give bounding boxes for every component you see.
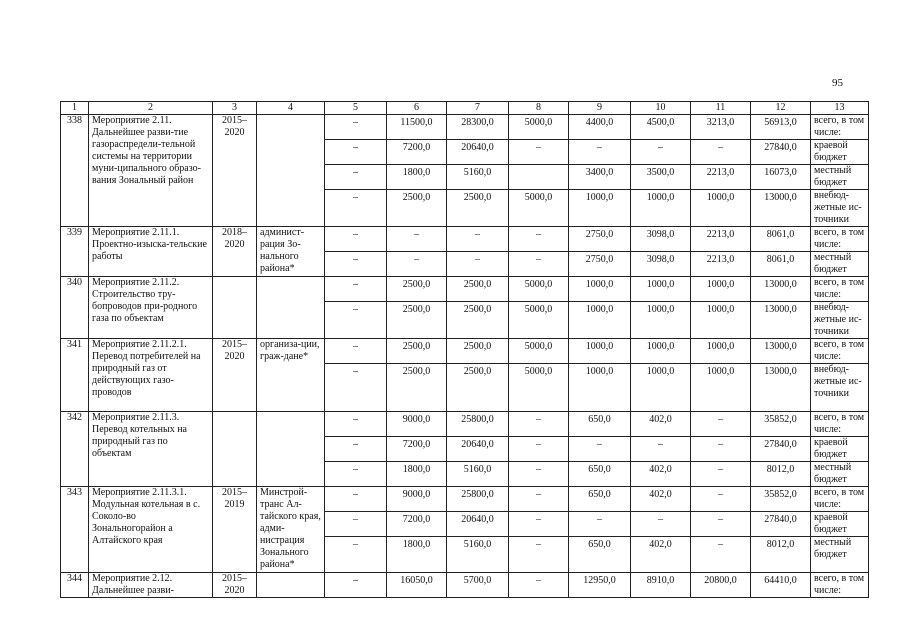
value-cell: 1000,0 [569,364,631,412]
header-cell: 11 [691,102,751,115]
executor: админист-рация Зо-нального района* [257,227,325,277]
period: 2018–2020 [213,227,257,277]
value-cell: – [387,227,447,252]
value-cell: 11500,0 [387,115,447,140]
value-cell: 2500,0 [387,190,447,227]
row-number: 342 [61,412,89,487]
value-cell: 13000,0 [751,364,811,412]
value-cell: – [691,512,751,537]
funding-source: местный бюджет [811,252,869,277]
executor [257,573,325,598]
value-cell: 2500,0 [387,277,447,302]
funding-source: местный бюджет [811,537,869,573]
value-cell: 7200,0 [387,140,447,165]
value-cell: – [691,462,751,487]
value-cell: 5000,0 [509,364,569,412]
value-cell: 5160,0 [447,537,509,573]
header-cell: 10 [631,102,691,115]
value-cell: – [325,227,387,252]
value-cell: – [447,227,509,252]
value-cell: 27840,0 [751,512,811,537]
executor [257,115,325,227]
value-cell: 1000,0 [569,277,631,302]
value-cell: 13000,0 [751,339,811,364]
value-cell: – [509,537,569,573]
executor [257,277,325,339]
measure-description: Мероприятие 2.11. Дальнейшее разви-тие газораспредели-тельной системы на территории муни-ципального образо-вания Зональный район [89,115,213,227]
measure-description: Мероприятие 2.11.3.1. Модульная котельная в с. Соколо-во Зональногорайон а Алтайского края [89,487,213,573]
value-cell: 4500,0 [631,115,691,140]
value-cell: 5000,0 [509,115,569,140]
value-cell: 8910,0 [631,573,691,598]
measure-description: Мероприятие 2.11.2. Строительство тру-бопроводов при-родного газа по объектам [89,277,213,339]
value-cell: 650,0 [569,462,631,487]
value-cell: 2500,0 [387,339,447,364]
page-number: 95 [832,77,843,89]
value-cell: 1000,0 [631,277,691,302]
value-cell: – [325,277,387,302]
funding-source: всего, в том числе: [811,487,869,512]
value-cell: 1000,0 [569,339,631,364]
value-cell: 650,0 [569,487,631,512]
header-cell: 12 [751,102,811,115]
value-cell: – [325,165,387,190]
value-cell: 35852,0 [751,412,811,437]
value-cell: 13000,0 [751,277,811,302]
value-cell: 1000,0 [569,302,631,339]
table-row [61,339,869,364]
value-cell: 2213,0 [691,252,751,277]
value-cell: – [325,364,387,412]
period: 2015–2020 [213,573,257,598]
value-cell: 5000,0 [509,339,569,364]
value-cell: 8012,0 [751,537,811,573]
value-cell: 8061,0 [751,252,811,277]
value-cell: – [325,462,387,487]
value-cell: 2213,0 [691,227,751,252]
value-cell: 4400,0 [569,115,631,140]
period: 2015–2020 [213,115,257,227]
period: 2015–2019 [213,487,257,573]
value-cell: 13000,0 [751,302,811,339]
value-cell: 27840,0 [751,437,811,462]
value-cell: 1800,0 [387,165,447,190]
value-cell: – [447,252,509,277]
value-cell [509,165,569,190]
value-cell: – [325,537,387,573]
value-cell: 5160,0 [447,165,509,190]
table-row [61,115,869,140]
value-cell: 402,0 [631,412,691,437]
row-number: 339 [61,227,89,277]
value-cell: 35852,0 [751,487,811,512]
value-cell: 2500,0 [447,364,509,412]
value-cell: 1800,0 [387,537,447,573]
value-cell: – [569,437,631,462]
value-cell: – [325,339,387,364]
value-cell: 5000,0 [509,302,569,339]
value-cell: 16050,0 [387,573,447,598]
funding-source: краевой бюджет [811,437,869,462]
header-cell: 4 [257,102,325,115]
funding-source: местный бюджет [811,462,869,487]
measure-description: Мероприятие 2.11.2.1. Перевод потребителей на природный газ от действующих газо-проводов [89,339,213,412]
value-cell: 1000,0 [691,339,751,364]
value-cell: 2500,0 [387,302,447,339]
value-cell: 25800,0 [447,487,509,512]
funding-source: краевой бюджет [811,140,869,165]
value-cell: 5160,0 [447,462,509,487]
row-number: 343 [61,487,89,573]
value-cell: 2500,0 [447,302,509,339]
value-cell: 20640,0 [447,512,509,537]
value-cell: 3098,0 [631,227,691,252]
value-cell: 2750,0 [569,227,631,252]
value-cell: 1000,0 [631,190,691,227]
table-row [61,412,869,437]
value-cell: 56913,0 [751,115,811,140]
value-cell: 9000,0 [387,487,447,512]
value-cell: 8061,0 [751,227,811,252]
table-row [61,227,869,252]
value-cell: 9000,0 [387,412,447,437]
value-cell: – [509,512,569,537]
value-cell: 5700,0 [447,573,509,598]
measure-description: Мероприятие 2.12. Дальнейшее разви- [89,573,213,598]
value-cell: 20800,0 [691,573,751,598]
value-cell: 1000,0 [569,190,631,227]
value-cell: – [691,437,751,462]
value-cell: 1000,0 [631,302,691,339]
value-cell: 27840,0 [751,140,811,165]
value-cell: 20640,0 [447,437,509,462]
value-cell: 7200,0 [387,437,447,462]
value-cell: 402,0 [631,487,691,512]
value-cell: – [325,412,387,437]
value-cell: 3500,0 [631,165,691,190]
value-cell: – [325,512,387,537]
value-cell: – [325,437,387,462]
value-cell: – [631,512,691,537]
value-cell: – [509,412,569,437]
value-cell: – [569,140,631,165]
row-number: 338 [61,115,89,227]
period [213,412,257,487]
value-cell: 28300,0 [447,115,509,140]
value-cell: 2500,0 [387,364,447,412]
value-cell: 12950,0 [569,573,631,598]
measure-description: Мероприятие 2.11.3. Перевод котельных на природный газ по объектам [89,412,213,487]
header-cell: 1 [61,102,89,115]
value-cell: 64410,0 [751,573,811,598]
value-cell: 1000,0 [631,339,691,364]
value-cell: – [387,252,447,277]
value-cell: – [691,537,751,573]
row-number: 341 [61,339,89,412]
value-cell: – [509,462,569,487]
header-cell: 5 [325,102,387,115]
funding-source: внебюд-жетные ис-точники [811,190,869,227]
value-cell: 2500,0 [447,277,509,302]
value-cell: 1000,0 [691,190,751,227]
value-cell: – [509,573,569,598]
value-cell: – [325,190,387,227]
value-cell: 2213,0 [691,165,751,190]
value-cell: – [509,140,569,165]
header-cell: 3 [213,102,257,115]
value-cell: – [325,140,387,165]
value-cell: 13000,0 [751,190,811,227]
header-cell: 2 [89,102,213,115]
budget-table [60,101,869,598]
value-cell: 3400,0 [569,165,631,190]
table-row [61,573,869,598]
measure-description: Мероприятие 2.11.1. Проектно-изыска-тельские работы [89,227,213,277]
value-cell: – [691,412,751,437]
funding-source: всего, в том числе: [811,227,869,252]
value-cell: 16073,0 [751,165,811,190]
value-cell: 3098,0 [631,252,691,277]
executor: Минстрой-транс Ал-тайского края, адми-нистрация Зонального района* [257,487,325,573]
header-cell: 8 [509,102,569,115]
value-cell: – [691,140,751,165]
table-row [61,487,869,512]
value-cell: – [509,487,569,512]
value-cell: 2500,0 [447,339,509,364]
value-cell: 8012,0 [751,462,811,487]
value-cell: – [631,140,691,165]
value-cell: 650,0 [569,412,631,437]
value-cell: 25800,0 [447,412,509,437]
funding-source: внебюд-жетные ис-точники [811,302,869,339]
funding-source: краевой бюджет [811,512,869,537]
period: 2015–2020 [213,339,257,412]
value-cell: 3213,0 [691,115,751,140]
row-number: 340 [61,277,89,339]
value-cell: – [691,487,751,512]
header-cell: 7 [447,102,509,115]
value-cell: 5000,0 [509,190,569,227]
value-cell: – [325,573,387,598]
value-cell: – [509,227,569,252]
value-cell: 650,0 [569,537,631,573]
value-cell: – [325,252,387,277]
funding-source: всего, в том числе: [811,277,869,302]
period [213,277,257,339]
value-cell: 1800,0 [387,462,447,487]
value-cell: 7200,0 [387,512,447,537]
value-cell: 2750,0 [569,252,631,277]
value-cell: – [325,487,387,512]
value-cell: 1000,0 [691,364,751,412]
table-row [61,277,869,302]
header-cell: 13 [811,102,869,115]
value-cell: 1000,0 [691,302,751,339]
funding-source: внебюд-жетные ис-точники [811,364,869,412]
value-cell: – [509,437,569,462]
executor [257,412,325,487]
value-cell: 402,0 [631,537,691,573]
value-cell: – [569,512,631,537]
value-cell: 5000,0 [509,277,569,302]
header-cell: 9 [569,102,631,115]
row-number: 344 [61,573,89,598]
value-cell: – [509,252,569,277]
value-cell: 402,0 [631,462,691,487]
value-cell: 20640,0 [447,140,509,165]
header-cell: 6 [387,102,447,115]
funding-source: местный бюджет [811,165,869,190]
executor: организа-ции, граж-дане* [257,339,325,412]
value-cell: 1000,0 [631,364,691,412]
value-cell: 2500,0 [447,190,509,227]
funding-source: всего, в том числе: [811,339,869,364]
value-cell: – [325,302,387,339]
value-cell: – [325,115,387,140]
funding-source: всего, в том числе: [811,412,869,437]
funding-source: всего, в том числе: [811,115,869,140]
header-row [61,102,869,115]
funding-source: всего, в том числе: [811,573,869,598]
value-cell: 1000,0 [691,277,751,302]
value-cell: – [631,437,691,462]
